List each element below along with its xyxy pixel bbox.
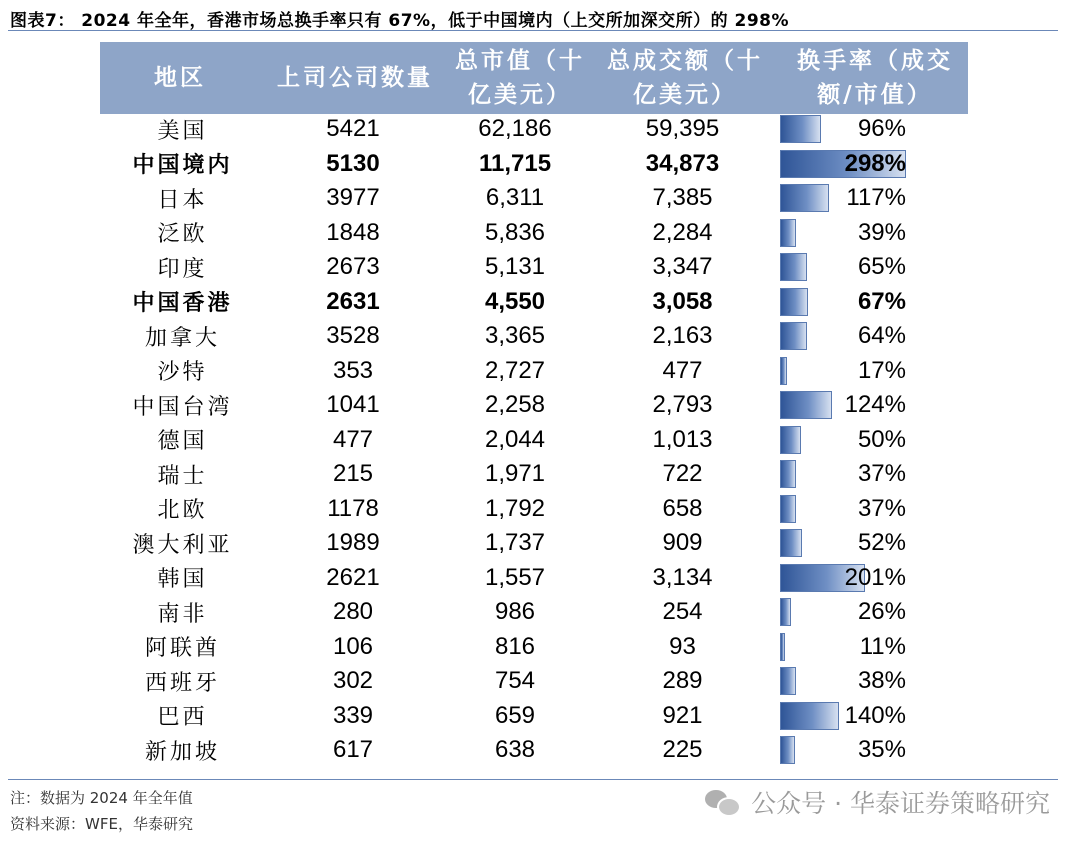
cell-listed-count: 1041 [326, 391, 380, 419]
table-header [100, 42, 968, 114]
cell-listed-count: 215 [332, 460, 374, 488]
cell-volume: 254 [662, 598, 703, 626]
cell-market-cap: 3,365 [484, 322, 546, 350]
header-market-cap [440, 42, 600, 114]
table-row [0, 388, 1080, 423]
cell-listed-count: 1848 [326, 218, 380, 246]
cell-region: 瑞士 [157, 463, 208, 489]
table-row [0, 285, 1080, 320]
cell-volume: 909 [662, 529, 703, 557]
table-row [0, 181, 1080, 216]
cell-turnover: 17% [857, 356, 906, 384]
cell-market-cap: 5,836 [484, 218, 546, 246]
cell-turnover: 37% [857, 494, 906, 522]
footer-divider [8, 779, 1058, 780]
wechat-icon [705, 788, 741, 816]
table-row [0, 630, 1080, 665]
cell-listed-count: 2673 [326, 253, 380, 281]
header-count: 上司公司数量 [277, 65, 433, 91]
cell-listed-count: 617 [332, 736, 374, 764]
cell-volume: 2,284 [652, 218, 713, 246]
cell-turnover: 37% [857, 460, 906, 488]
cell-market-cap: 986 [494, 598, 536, 626]
cell-turnover: 11% [859, 632, 906, 660]
cell-volume: 921 [662, 701, 703, 729]
cell-region: 泛欧 [157, 222, 208, 248]
table-row [0, 250, 1080, 285]
cell-market-cap: 5,131 [484, 253, 546, 281]
table-row [0, 112, 1080, 147]
cell-region: 阿联酋 [144, 636, 220, 662]
table-row [0, 216, 1080, 251]
cell-listed-count: 280 [332, 598, 374, 626]
table-row [0, 595, 1080, 630]
header-market-cap-line1: 总市值（十 [455, 48, 585, 74]
cell-turnover: 38% [857, 667, 906, 695]
cell-volume: 658 [662, 494, 703, 522]
header-turnover-line1: 换手率（成交 [797, 48, 953, 74]
cell-turnover: 50% [857, 425, 906, 453]
cell-region: 西班牙 [144, 670, 220, 696]
cell-market-cap: 11,715 [478, 149, 552, 177]
cell-market-cap: 2,044 [484, 425, 546, 453]
table-row [0, 492, 1080, 527]
cell-market-cap: 1,737 [484, 529, 546, 557]
cell-market-cap: 1,971 [484, 460, 546, 488]
cell-listed-count: 106 [332, 632, 374, 660]
cell-listed-count: 5421 [326, 115, 380, 143]
cell-market-cap: 6,311 [485, 184, 545, 212]
cell-region: 巴西 [157, 705, 208, 731]
cell-region: 美国 [157, 118, 208, 144]
cell-volume: 1,013 [652, 425, 713, 453]
cell-turnover: 52% [857, 529, 906, 557]
cell-listed-count: 339 [332, 701, 374, 729]
cell-market-cap: 1,792 [484, 494, 546, 522]
cell-turnover: 67% [857, 287, 906, 315]
cell-turnover: 117% [846, 184, 906, 212]
cell-listed-count: 2621 [326, 563, 380, 591]
cell-turnover: 35% [857, 736, 906, 764]
cell-region: 澳大利亚 [132, 532, 233, 558]
watermark [705, 784, 1050, 820]
cell-turnover: 140% [844, 701, 906, 729]
cell-volume: 477 [662, 356, 703, 384]
cell-market-cap: 754 [494, 667, 536, 695]
cell-volume: 7,385 [652, 184, 713, 212]
cell-region: 沙特 [157, 360, 208, 386]
source-note: 资料来源：WFE，华泰研究 [10, 815, 193, 833]
table-row [0, 457, 1080, 492]
watermark-text: 公众号 · 华泰证券策略研究 [751, 789, 1050, 818]
cell-region: 新加坡 [144, 739, 220, 765]
cell-turnover: 124% [844, 391, 906, 419]
cell-turnover: 65% [857, 253, 906, 281]
cell-region: 北欧 [157, 498, 208, 524]
table-row [0, 664, 1080, 699]
cell-listed-count: 3528 [326, 322, 380, 350]
cell-region: 中国境内 [132, 153, 233, 179]
cell-volume: 225 [662, 736, 703, 764]
cell-region: 加拿大 [144, 325, 220, 351]
table-row [0, 423, 1080, 458]
table-row [0, 319, 1080, 354]
cell-listed-count: 353 [332, 356, 374, 384]
cell-volume: 289 [662, 667, 703, 695]
table-row [0, 699, 1080, 734]
cell-volume: 2,163 [652, 322, 713, 350]
table-row [0, 733, 1080, 768]
cell-region: 中国台湾 [132, 394, 233, 420]
cell-turnover: 39% [857, 218, 906, 246]
cell-volume: 722 [662, 460, 703, 488]
cell-market-cap: 816 [494, 632, 536, 660]
cell-market-cap: 62,186 [478, 115, 552, 143]
cell-listed-count: 1989 [326, 529, 380, 557]
cell-listed-count: 3977 [326, 184, 380, 212]
cell-turnover: 201% [844, 563, 906, 591]
header-volume [600, 42, 770, 114]
cell-market-cap: 2,727 [484, 356, 546, 384]
table-row [0, 561, 1080, 596]
cell-turnover: 96% [857, 115, 906, 143]
cell-region: 中国香港 [132, 291, 233, 317]
cell-turnover: 298% [844, 149, 906, 177]
title-divider [8, 30, 1058, 31]
cell-listed-count: 302 [332, 667, 374, 695]
table-row [0, 147, 1080, 182]
cell-region: 德国 [157, 429, 208, 455]
cell-region: 韩国 [157, 567, 208, 593]
footnote: 注：数据为 2024 年全年值 [10, 789, 193, 807]
cell-volume: 34,873 [645, 149, 720, 177]
header-turnover [780, 42, 970, 114]
cell-listed-count: 5130 [326, 149, 380, 177]
header-market-cap-line2: 亿美元） [468, 82, 572, 108]
figure-title: 图表7： 2024 年全年，香港市场总换手率只有 67%，低于中国境内（上交所加深交所）的 298% [10, 11, 790, 31]
header-turnover-line2: 额/市值） [817, 82, 933, 108]
cell-volume: 2,793 [652, 391, 713, 419]
table-row [0, 354, 1080, 389]
cell-market-cap: 4,550 [484, 287, 546, 315]
cell-region: 南非 [157, 601, 208, 627]
cell-volume: 3,134 [652, 563, 713, 591]
cell-listed-count: 477 [332, 425, 374, 453]
cell-volume: 59,395 [645, 115, 720, 143]
header-region: 地区 [154, 65, 206, 91]
cell-market-cap: 638 [494, 736, 536, 764]
cell-region: 日本 [157, 187, 208, 213]
cell-market-cap: 2,258 [484, 391, 546, 419]
cell-turnover: 64% [857, 322, 906, 350]
cell-listed-count: 2631 [326, 287, 380, 315]
cell-region: 印度 [157, 256, 208, 282]
cell-turnover: 26% [857, 598, 906, 626]
cell-listed-count: 1178 [327, 494, 379, 522]
header-volume-line1: 总成交额（十 [607, 48, 763, 74]
cell-market-cap: 1,557 [484, 563, 546, 591]
cell-volume: 3,347 [652, 253, 713, 281]
header-volume-line2: 亿美元） [633, 82, 737, 108]
cell-market-cap: 659 [494, 701, 536, 729]
table-row [0, 526, 1080, 561]
cell-volume: 93 [669, 632, 696, 660]
cell-volume: 3,058 [652, 287, 713, 315]
